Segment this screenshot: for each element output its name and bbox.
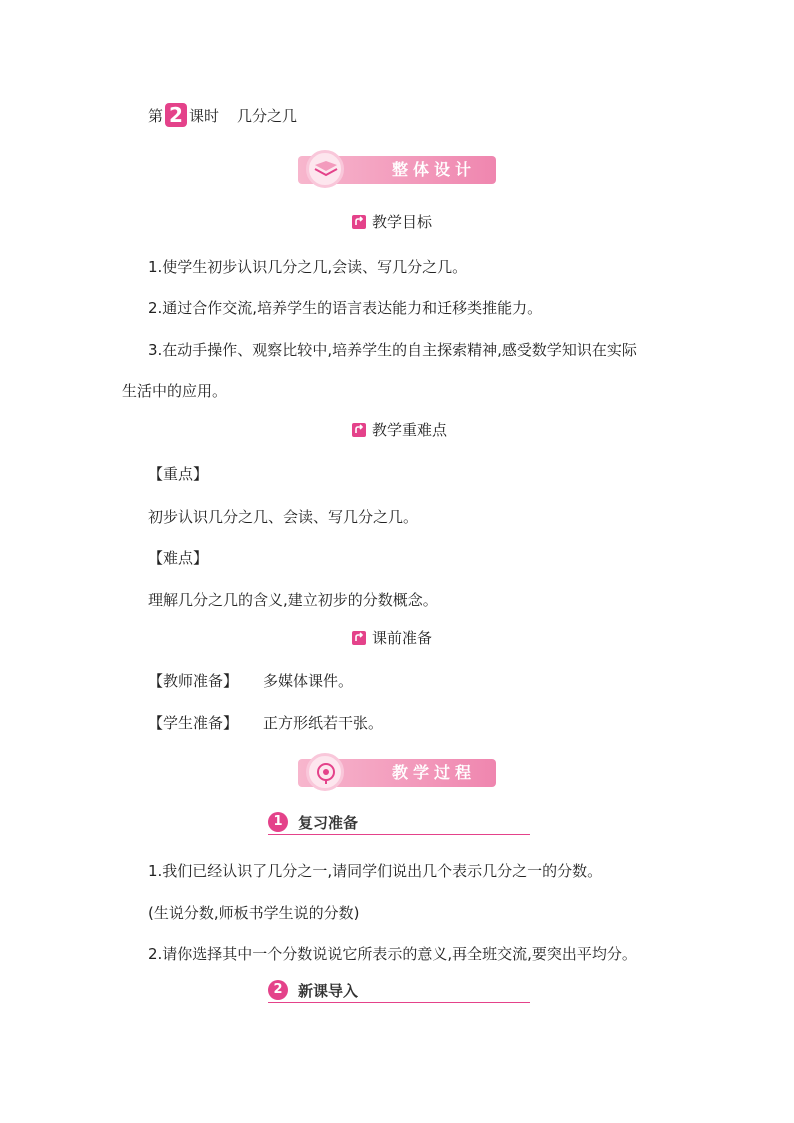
student-prep-label: 【学生准备】 xyxy=(148,714,239,732)
keypoints-heading-text: 教学重难点 xyxy=(372,421,448,439)
lesson-suffix: 课时 xyxy=(189,106,220,125)
goal-3-cont: 生活中的应用。 xyxy=(122,382,228,400)
step-number: 1 xyxy=(268,812,288,832)
arrow-mark-icon xyxy=(352,215,366,229)
banner-design xyxy=(298,156,496,184)
teacher-prep-text: 多媒体课件。 xyxy=(263,672,354,690)
goals-heading xyxy=(352,211,432,232)
review-2: (生说分数,师板书学生说的分数) xyxy=(148,904,360,922)
prep-heading-text: 课前准备 xyxy=(372,629,433,647)
prep-heading xyxy=(352,627,432,648)
banner-process-label: 教学过程 xyxy=(392,763,477,782)
step-review-heading xyxy=(268,810,530,835)
arrow-mark-icon xyxy=(352,423,366,437)
lesson-title xyxy=(148,103,297,127)
step-number: 2 xyxy=(268,980,288,1000)
step-label: 复习准备 xyxy=(298,814,359,832)
key-text: 初步认识几分之几、会读、写几分之几。 xyxy=(148,508,419,526)
difficulty-label: 【难点】 xyxy=(148,549,209,567)
teacher-prep-label: 【教师准备】 xyxy=(148,672,239,690)
banner-design-label: 整体设计 xyxy=(392,160,477,179)
step-label: 新课导入 xyxy=(298,982,359,1000)
goal-2: 2.通过合作交流,培养学生的语言表达能力和迁移类推能力。 xyxy=(148,299,543,317)
book-icon xyxy=(306,150,344,188)
banner-process xyxy=(298,759,496,787)
goal-3: 3.在动手操作、观察比较中,培养学生的自主探索精神,感受数学知识在实际 xyxy=(148,341,637,359)
review-1: 1.我们已经认识了几分之一,请同学们说出几个表示几分之一的分数。 xyxy=(148,862,603,880)
lesson-topic: 几分之几 xyxy=(237,106,298,125)
student-prep-text: 正方形纸若干张。 xyxy=(263,714,384,732)
arrow-mark-icon xyxy=(352,631,366,645)
difficulty-text: 理解几分之几的含义,建立初步的分数概念。 xyxy=(148,591,438,609)
step-intro-heading xyxy=(268,978,530,1003)
key-label: 【重点】 xyxy=(148,465,209,483)
goal-1: 1.使学生初步认识几分之几,会读、写几分之几。 xyxy=(148,258,468,276)
lesson-number: 2 xyxy=(165,103,187,127)
goals-heading-text: 教学目标 xyxy=(372,213,433,231)
review-3: 2.请你选择其中一个分数说说它所表示的意义,再全班交流,要突出平均分。 xyxy=(148,945,637,963)
lesson-prefix: 第 xyxy=(148,106,164,125)
keypoints-heading xyxy=(352,419,447,440)
target-icon xyxy=(306,753,344,791)
